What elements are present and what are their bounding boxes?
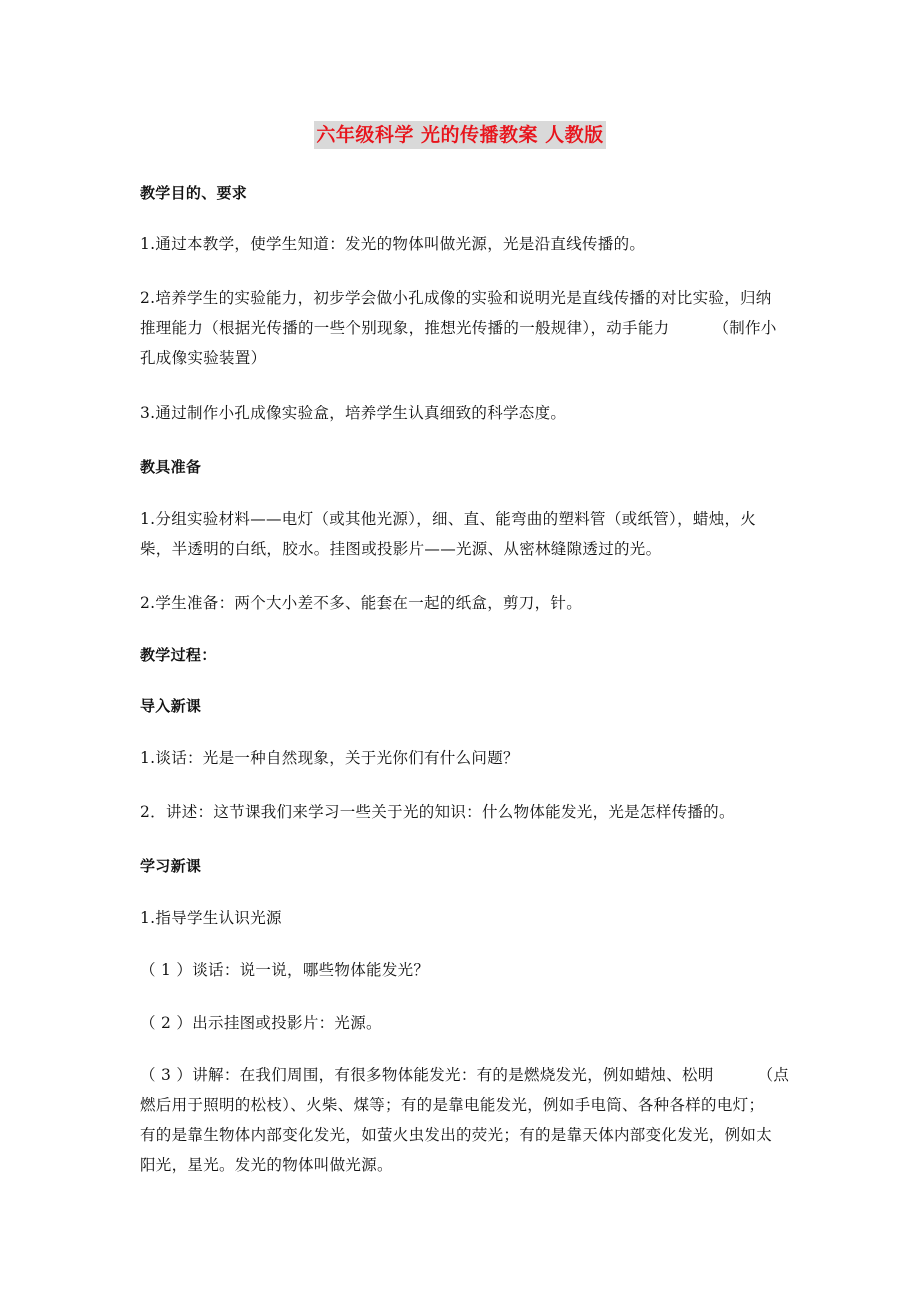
paragraph-line: 有的是靠生物体内部变化发光，如萤火虫发出的荧光；有的是靠天体内部变化发光，例如太 (140, 1126, 773, 1144)
section-heading-process: 教学过程： (140, 646, 217, 664)
paragraph-line (140, 313, 790, 343)
section-heading-tools: 教具准备 (140, 458, 202, 476)
paragraph-tool-2: 2.学生准备：两个大小差不多、能套在一起的纸盒，剪刀，针。 (140, 594, 582, 612)
paragraph-line: 柴，半透明的白纸，胶水。挂图或投影片——光源、从密林缝隙透过的光。 (140, 540, 662, 558)
paragraph-learn-1b: （ 2 ）出示挂图或投影片：光源。 (140, 1014, 382, 1032)
paragraph-line: 孔成像实验装置） (140, 349, 267, 367)
paragraph-line: 阳光，星光。发光的物体叫做光源。 (140, 1156, 393, 1174)
paragraph-line: 燃后用于照明的松枝）、火柴、煤等；有的是靠电能发光，例如手电筒、各种各样的电灯； (140, 1096, 765, 1114)
paragraph-learn-1c (140, 1060, 790, 1180)
paragraph-tool-1 (140, 504, 790, 564)
text-span: （点 (757, 1066, 790, 1084)
section-heading-intro: 导入新课 (140, 697, 202, 715)
text-span: （制作小 (713, 319, 777, 337)
text-span: （ 3 ）讲解：在我们周围，有很多物体能发光：有的是燃烧发光，例如蜡烛、松明 (140, 1066, 714, 1084)
document-title: 六年级科学 光的传播教案 人教版 (314, 121, 605, 149)
paragraph-goal-2 (140, 283, 790, 373)
paragraph-line: 2.培养学生的实验能力，初步学会做小孔成像的实验和说明光是直线传播的对比实验，归纳 (140, 289, 772, 307)
text-span: 推理能力（根据光传播的一些个别现象，推想光传播的一般规律），动手能力 (140, 319, 670, 337)
paragraph-goal-3: 3.通过制作小孔成像实验盒，培养学生认真细致的科学态度。 (140, 404, 567, 422)
paragraph-learn-1a: （ 1 ）谈话：说一说，哪些物体能发光？ (140, 961, 430, 979)
paragraph-line: 1.分组实验材料——电灯（或其他光源），细、直、能弯曲的塑料管（或纸管），蜡烛，火 (140, 510, 757, 528)
section-heading-goals: 教学目的、要求 (140, 184, 248, 202)
paragraph-intro-1: 1.谈话：光是一种自然现象，关于光你们有什么问题？ (140, 749, 519, 767)
title-container (0, 121, 920, 149)
paragraph-learn-1: 1.指导学生认识光源 (140, 909, 282, 927)
paragraph-line (140, 1060, 790, 1090)
paragraph-intro-2: 2．讲述：这节课我们来学习一些关于光的知识：什么物体能发光，光是怎样传播的。 (140, 803, 735, 821)
section-heading-learn: 学习新课 (140, 857, 202, 875)
paragraph-goal-1: 1.通过本教学，使学生知道：发光的物体叫做光源，光是沿直线传播的。 (140, 235, 646, 253)
